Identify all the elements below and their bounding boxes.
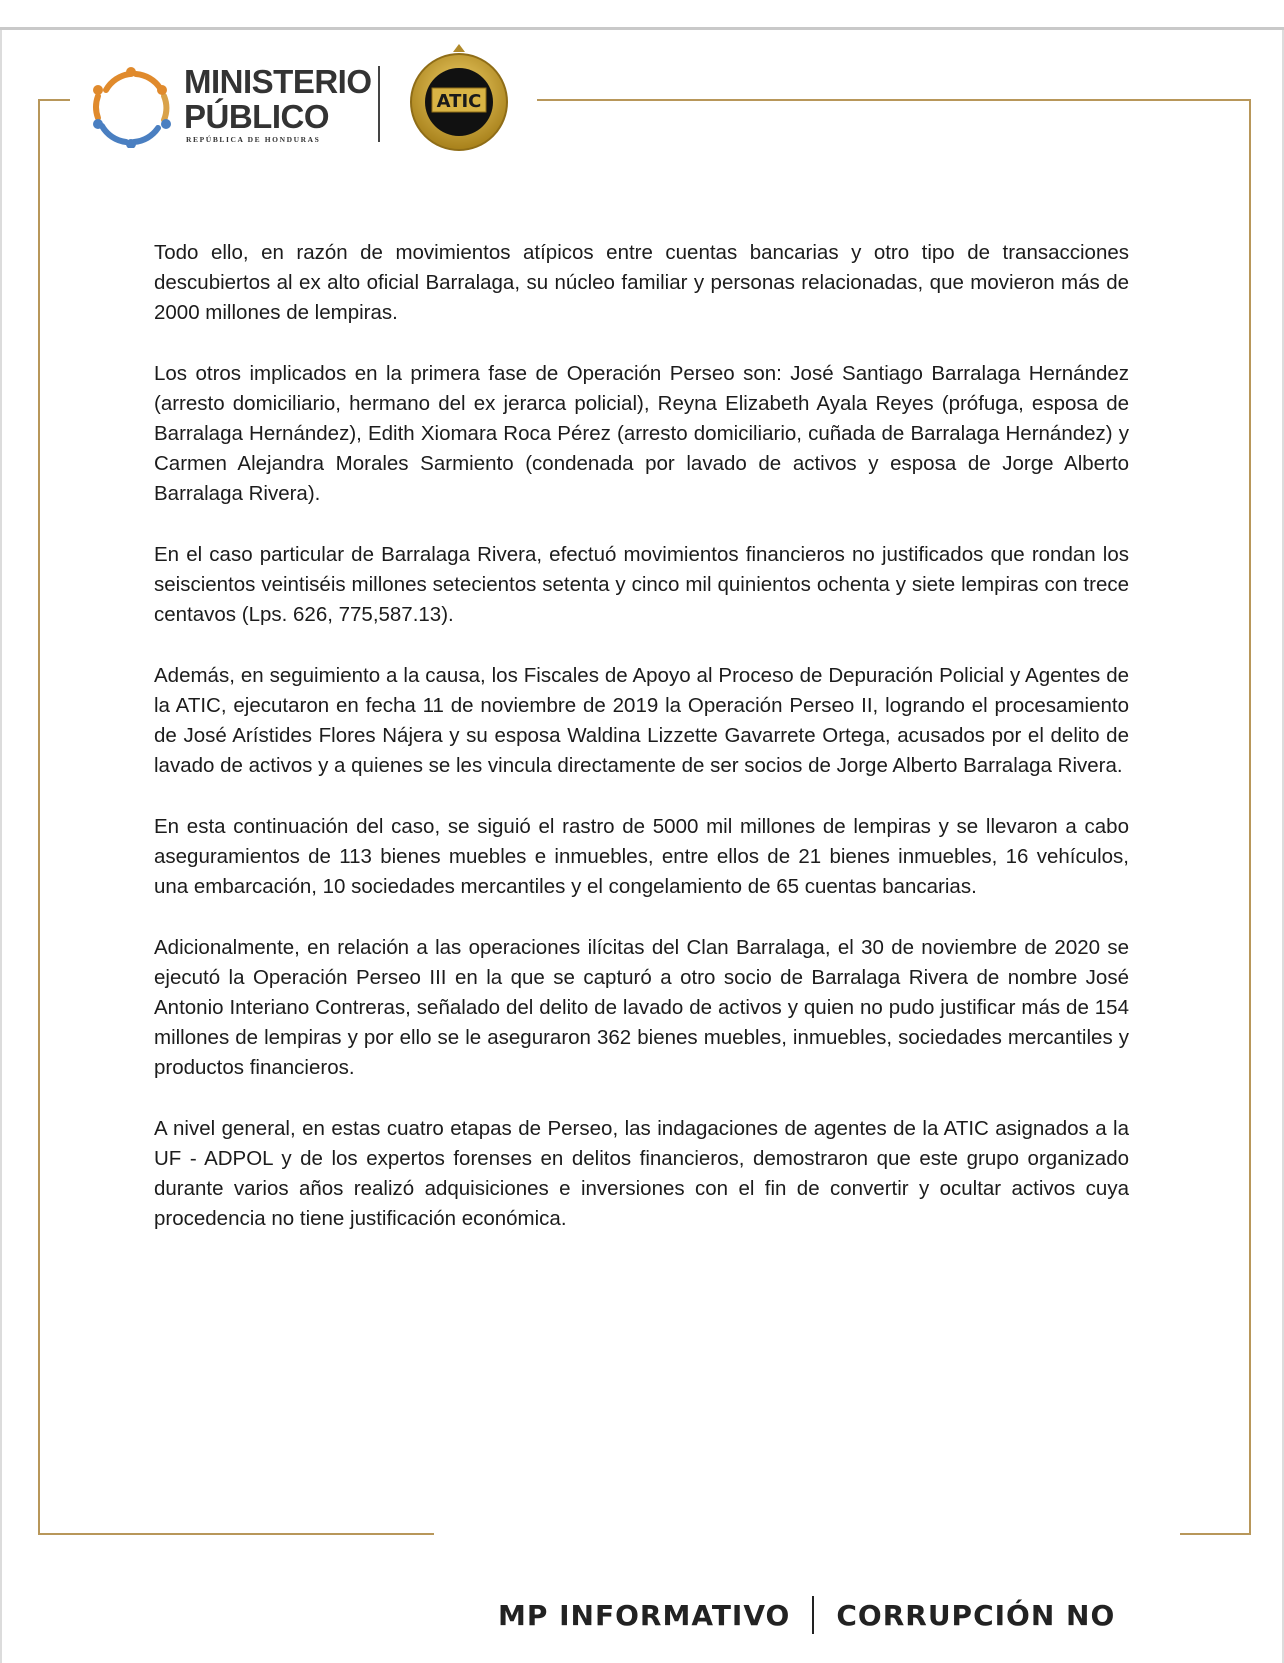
footer [498, 1592, 1115, 1638]
mp-logo-line1: MINISTERIO [184, 63, 372, 100]
paragraph-2: Los otros implicados en la primera fase de Operación Perseo son: José Santiago Barralaga Hernández (arresto domiciliario, hermano del ex jerarca policial), Reyna Elizabeth Ayala Reyes (prófuga, esposa de Barralaga Hernández), Edith Xiomara Roca Pérez (arresto domiciliario, cuñada de Barralaga Hernández) y Carmen Alejandra Morales Sarmiento (condenada por lavado de activos y esposa de Jorge Alberto Barralaga Rivera). [154, 362, 1129, 505]
mp-logo-subtitle: REPÚBLICA DE HONDURAS [186, 135, 321, 144]
paragraph-6: Adicionalmente, en relación a las operaciones ilícitas del Clan Barralaga, el 30 de noviembre de 2020 se ejecutó la Operación Perseo III en la que se capturó a otro socio de Barralaga Rivera de nombre José Antonio Interiano Contreras, señalado del delito de lavado de activos y quien no pudo justificar más de 154 millones de lempiras y por ello se le aseguraron 362 bienes muebles, inmuebles, sociedades mercantiles y productos financieros. [154, 936, 1129, 1079]
atic-badge-logo [406, 44, 512, 154]
paragraph-7: A nivel general, en estas cuatro etapas de Perseo, las indagaciones de agentes de la ATIC asignados a la UF - ADPOL y de los expertos forenses en delitos financieros, demostraron que este grupo organizado durante varios años realizó adquisiciones e inversiones con el fin de convertir y ocultar activos cuya procedencia no tiene justificación económica. [154, 1117, 1129, 1230]
page-top-border [0, 0, 1284, 30]
logo-divider [378, 66, 380, 142]
footer-right-text: CORRUPCIÓN NO [836, 1598, 1116, 1632]
paragraph-4: Además, en seguimiento a la causa, los Fiscales de Apoyo al Proceso de Depuración Policial y Agentes de la ATIC, ejecutaron en fecha 11 de noviembre de 2019 la Operación Perseo II, logrando el procesamiento de José Arístides Flores Nájera y su esposa Waldina Lizzette Gavarrete Ortega, acusados por el delito de lavado de activos y a quienes se les vincula directamente de ser socios de Jorge Alberto Barralaga Rivera. [154, 664, 1129, 777]
paragraph-1: Todo ello, en razón de movimientos atípicos entre cuentas bancarias y otro tipo de transacciones descubiertos al ex alto oficial Barralaga, su núcleo familiar y personas relacionadas, que movieron más de 2000 millones de lempiras. [154, 241, 1129, 324]
footer-separator [812, 1596, 814, 1634]
paragraph-3: En el caso particular de Barralaga Rivera, efectuó movimientos financieros no justificados que rondan los seiscientos veintiséis millones setecientos setenta y cinco mil quinientos ochenta y siete lempiras con trece centavos (Lps. 626, 775,587.13). [154, 543, 1129, 626]
people-circle-icon [90, 66, 172, 148]
mp-logo-line2: PÚBLICO [184, 98, 329, 135]
atic-logo-text: ATIC [436, 91, 482, 112]
paragraph-5: En esta continuación del caso, se siguió el rastro de 5000 mil millones de lempiras y se llevaron a cabo aseguramientos de 113 bienes muebles e inmuebles, entre ellos de 21 bienes inmuebles, 16 vehículos, una embarcación, 10 sociedades mercantiles y el congelamiento de 65 cuentas bancarias. [154, 815, 1129, 898]
footer-left-text: MP INFORMATIVO [498, 1598, 791, 1632]
page-left-edge [0, 30, 2, 1663]
document-body [154, 238, 1129, 1265]
ministerio-publico-logo [90, 62, 372, 152]
